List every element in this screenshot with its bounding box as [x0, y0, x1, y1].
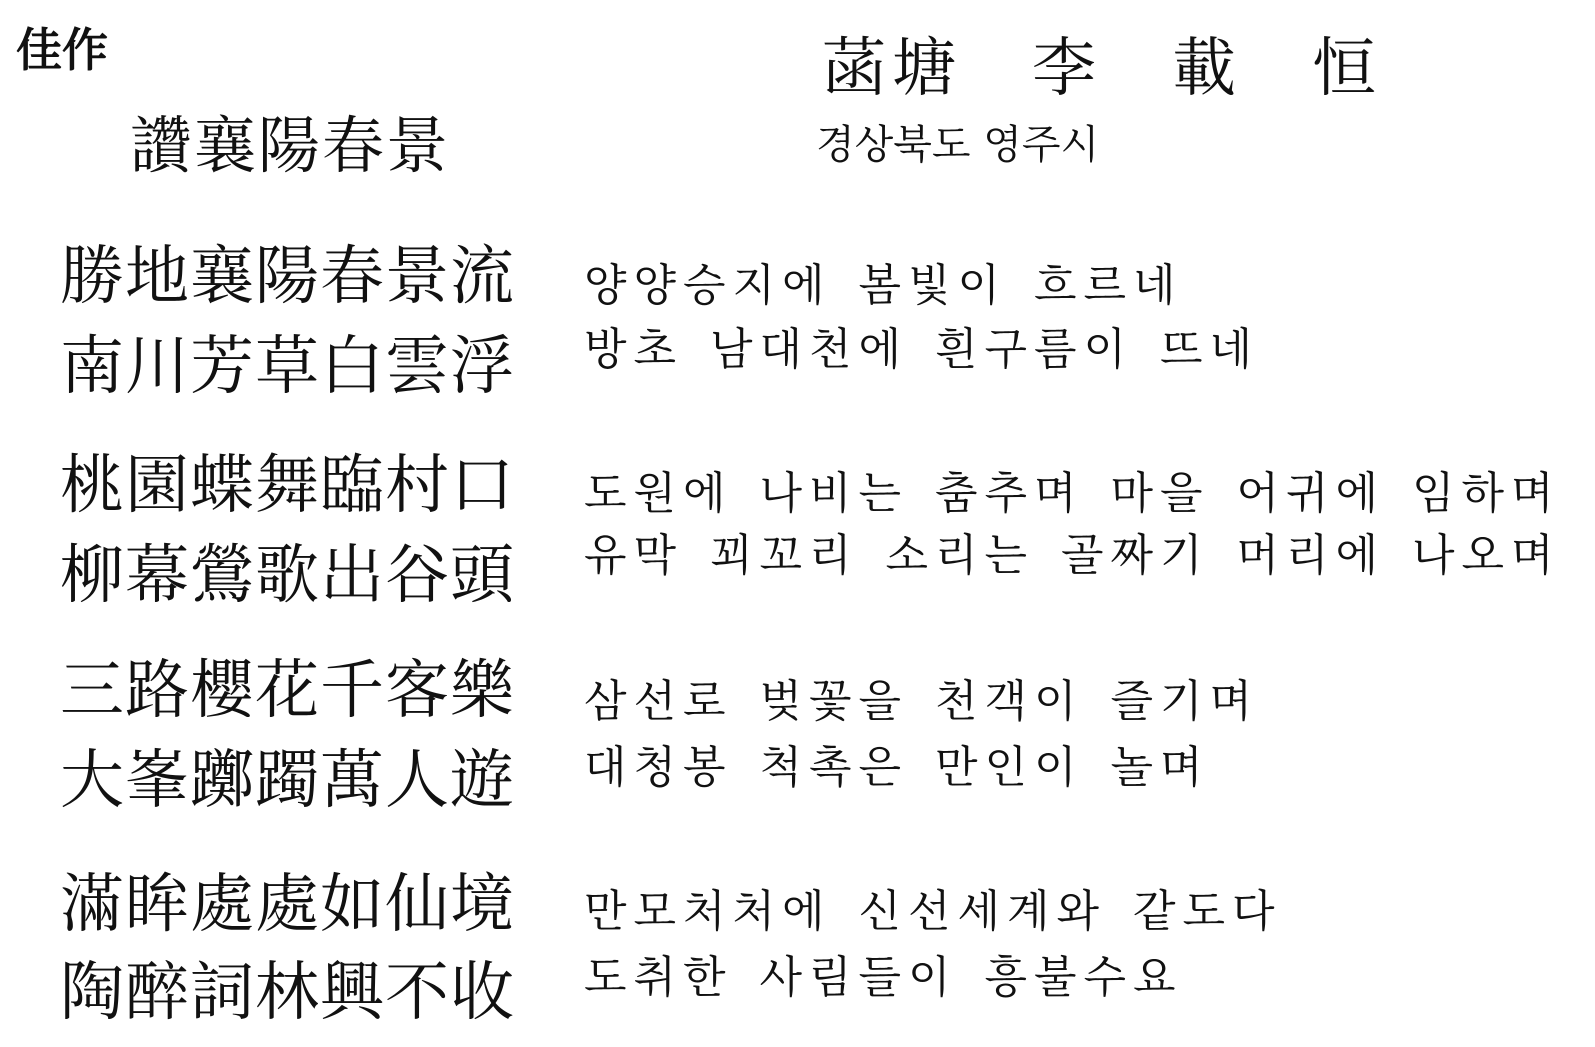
korean-line: 양양승지에 봄빛이 흐르네 [584, 260, 1183, 311]
hanja-line: 桃園蝶舞臨村口 [60, 449, 515, 523]
korean-line: 도원에 나비는 춤추며 마을 어귀에 임하며 [584, 468, 1561, 519]
korean-line: 삼선로 벚꽃을 천객이 즐기며 [584, 676, 1260, 727]
korean-line: 만모처처에 신선세계와 같도다 [584, 886, 1282, 937]
author-region: 경상북도 영주시 [816, 122, 1100, 168]
hanja-line: 大峯躑躅萬人遊 [60, 744, 515, 818]
hanja-line: 柳幕鶯歌出谷頭 [60, 539, 515, 613]
korean-line: 도취한 사림들이 흥불수요 [584, 952, 1183, 1003]
hanja-line: 南川芳草白雲浮 [60, 330, 515, 404]
poem-title: 讚襄陽春景 [130, 109, 451, 182]
korean-line: 대청봉 척촉은 만인이 놀며 [584, 742, 1210, 793]
award-label: 佳作 [16, 23, 108, 77]
hanja-line: 陶醉詞林興不收 [60, 956, 515, 1030]
author-name: 菡塘 李 載 恒 [822, 32, 1382, 106]
hanja-line: 三路櫻花千客樂 [60, 654, 515, 728]
hanja-line: 滿眸處處如仙境 [60, 868, 515, 942]
korean-line: 유막 꾀꼬리 소리는 골짜기 머리에 나오며 [584, 530, 1561, 581]
hanja-line: 勝地襄陽春景流 [60, 240, 515, 314]
korean-line: 방초 남대천에 흰구름이 뜨네 [584, 324, 1260, 375]
